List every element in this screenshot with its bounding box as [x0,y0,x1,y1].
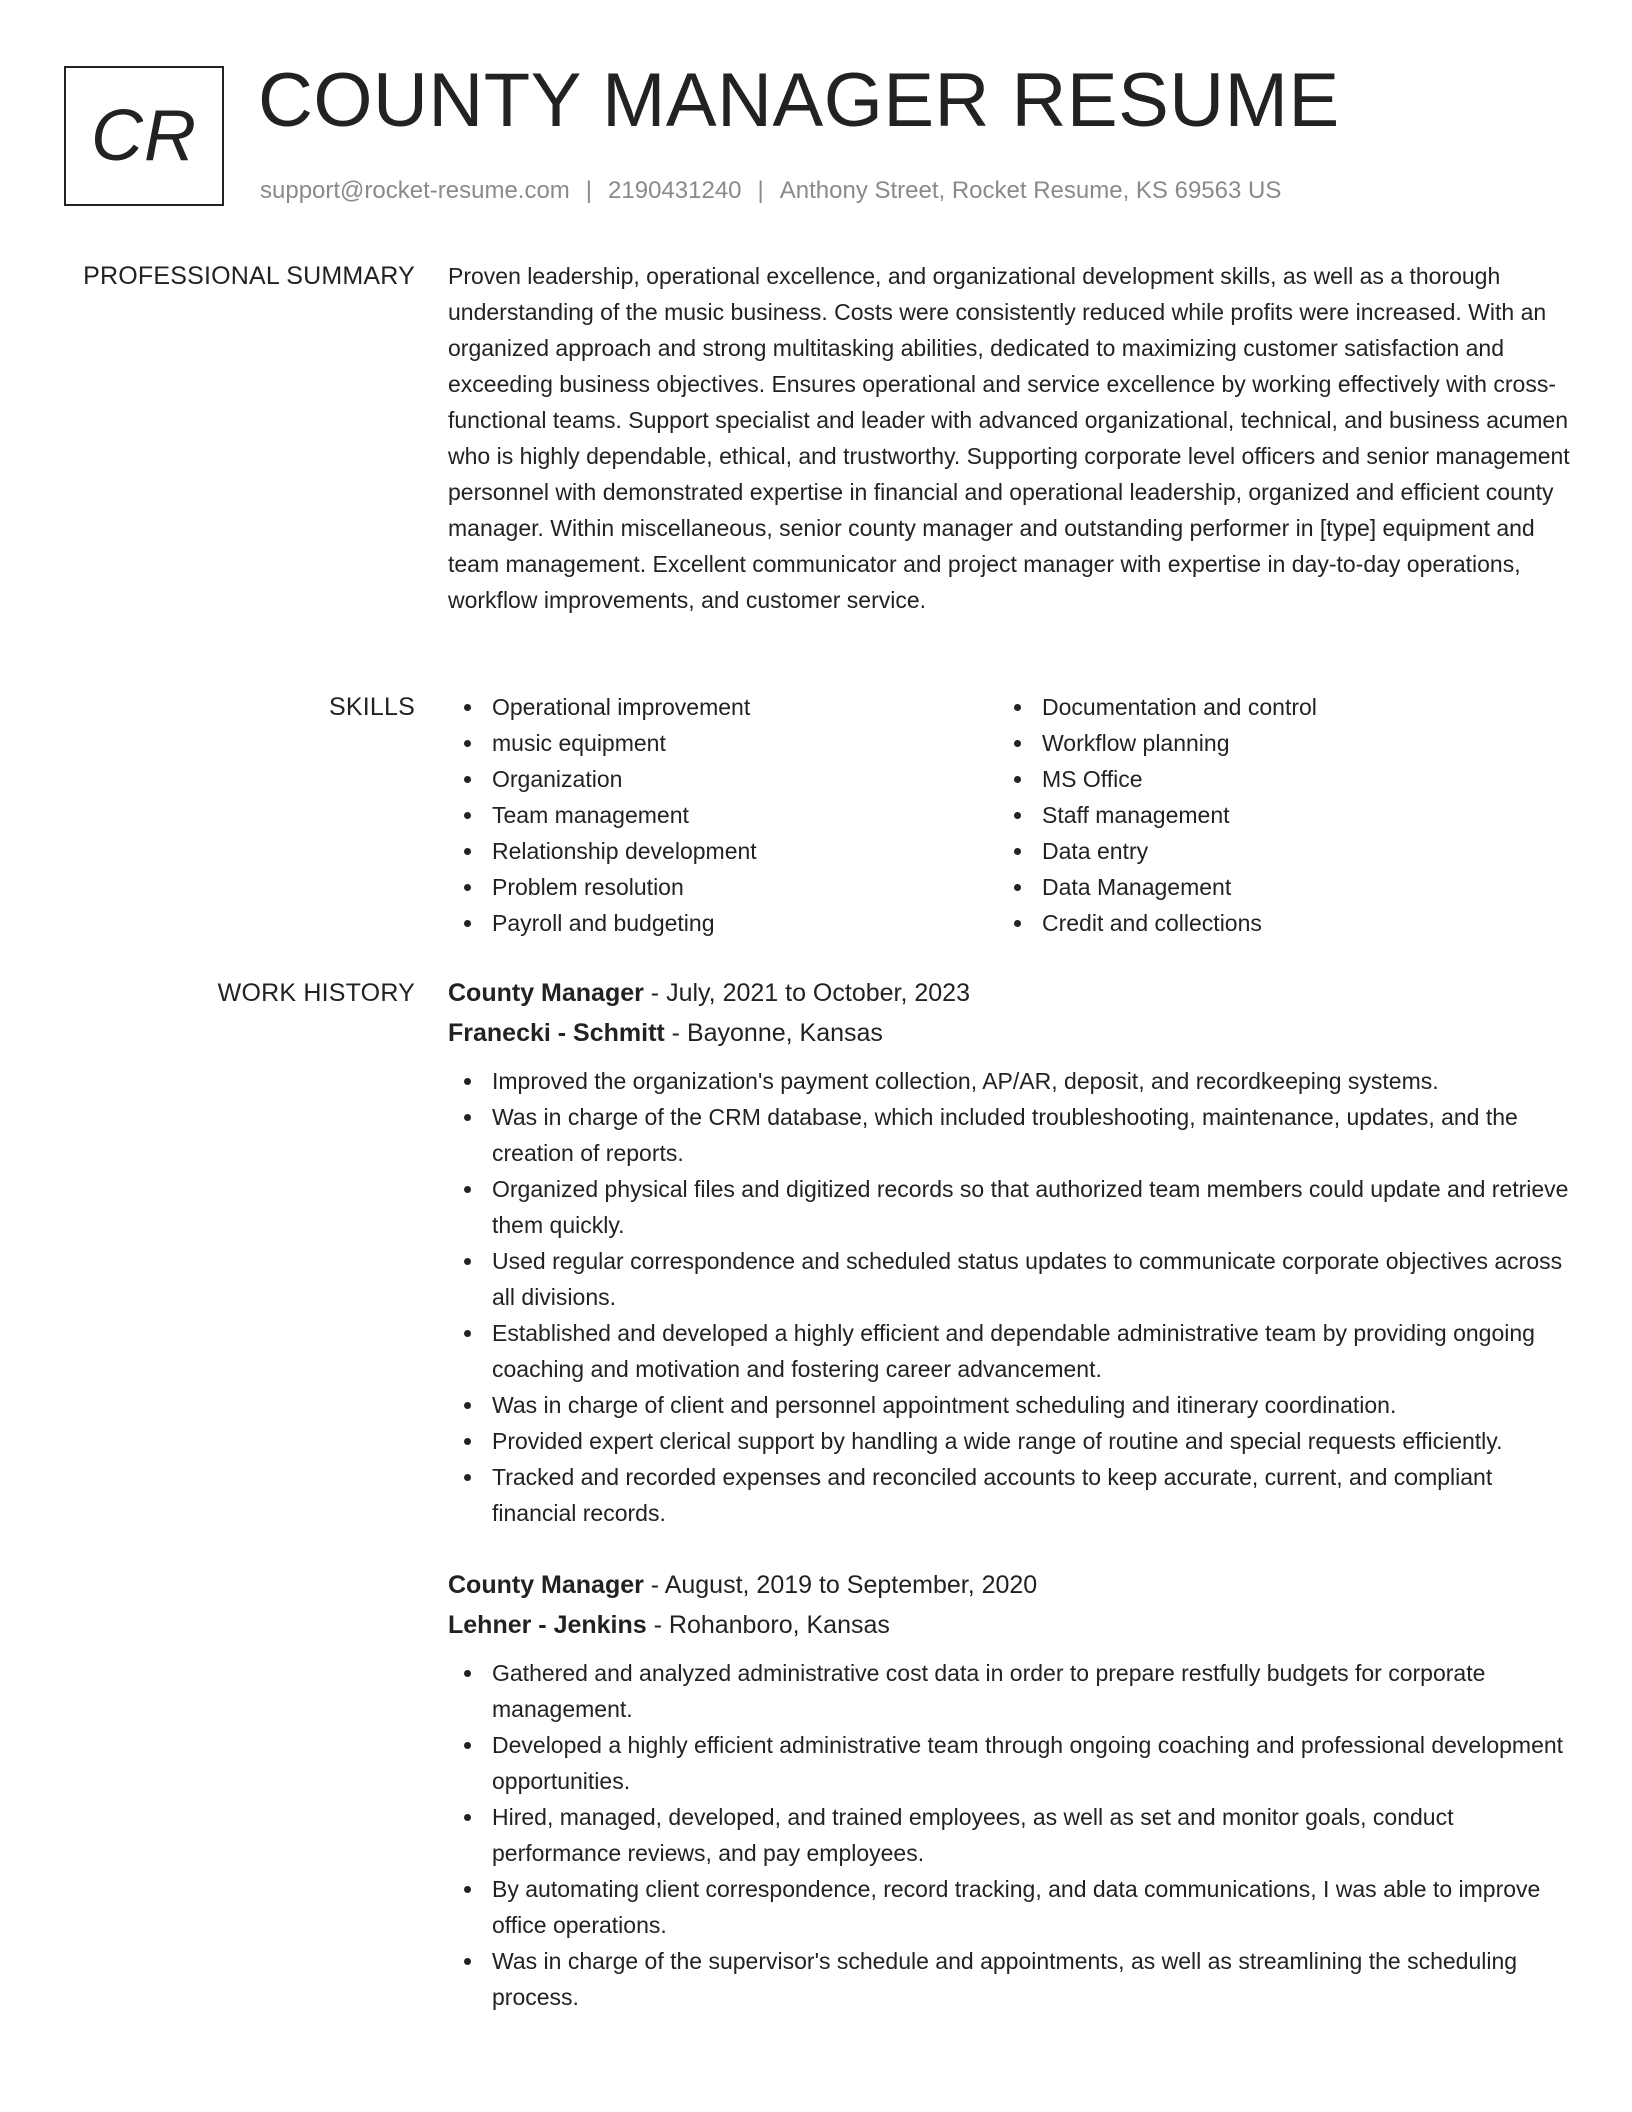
bullet-icon [1014,884,1021,891]
bullet-icon [1014,740,1021,747]
job-company: Franecki - Schmitt [448,1019,665,1047]
job-title: County Manager [448,1571,644,1599]
skill-item-text: Data Management [1042,874,1232,900]
skill-item-text: Organization [492,766,623,792]
bullet-icon [464,1742,471,1749]
contact-separator: | [585,177,593,204]
job-bullet [448,1063,1570,1099]
skill-item [998,761,1548,797]
bullet-icon [464,1114,471,1121]
job-dash: - [643,979,667,1007]
bullet-icon [1014,848,1021,855]
job-bullet-text: Developed a highly efficient administrative team through ongoing coaching and professional development opportunities. [492,1732,1564,1794]
job-company-line [448,1013,1570,1053]
job-bullet [448,1459,1570,1531]
job-title-line [448,973,1570,1013]
bullet-icon [464,1886,471,1893]
job-bullet-list [448,1655,1570,2015]
job-location: Rohanboro, Kansas [668,1611,890,1639]
bullet-icon [464,1670,471,1677]
bullet-icon [464,1402,471,1409]
bullet-icon [464,848,471,855]
bullet-icon [464,740,471,747]
skill-item-text: Problem resolution [492,874,684,900]
skill-item [448,797,998,833]
skills-list-left [448,689,998,941]
bullet-icon [464,776,471,783]
skill-item-text: Payroll and budgeting [492,910,715,936]
skill-item [448,833,998,869]
job-bullet-text: Provided expert clerical support by handling a wide range of routine and special requests efficiently. [492,1428,1503,1454]
contact-phone[interactable]: 2190431240 [608,177,742,204]
job-bullet [448,1243,1570,1315]
skill-item [448,869,998,905]
job-dates: July, 2021 to October, 2023 [666,979,970,1007]
resume-title: COUNTY MANAGER RESUME [258,58,1340,143]
skills-list-right [998,689,1548,941]
job-company-line [448,1605,1570,1645]
job-bullet [448,1315,1570,1387]
job-bullet-text: Was in charge of client and personnel appointment scheduling and itinerary coordination. [492,1392,1397,1418]
bullet-icon [464,1078,471,1085]
job-bullet [448,1943,1570,2015]
contact-line [260,174,1281,208]
job-dates: August, 2019 to September, 2020 [664,1571,1038,1599]
bullet-icon [464,1474,471,1481]
job-dash: - [646,1611,669,1639]
skills-columns [448,689,1570,941]
bullet-icon [464,704,471,711]
skill-item-text: Data entry [1042,838,1149,864]
skill-item [998,869,1548,905]
job-bullet-text: Was in charge of the CRM database, which included troubleshooting, maintenance, updates, and the creation of reports. [492,1104,1518,1166]
job-entry [448,1565,1570,2015]
job-bullet [448,1099,1570,1171]
job-bullet [448,1655,1570,1727]
job-bullet-text: Tracked and recorded expenses and reconciled accounts to keep accurate, current, and compliant financial records. [492,1464,1493,1526]
skill-item [998,689,1548,725]
skill-item-text: Credit and collections [1042,910,1262,936]
skill-item-text: Staff management [1042,802,1230,828]
skill-item-text: Documentation and control [1042,694,1317,720]
skill-item [998,797,1548,833]
bullet-icon [464,1186,471,1193]
bullet-icon [464,1814,471,1821]
job-bullet-text: Was in charge of the supervisor's schedule and appointments, as well as streamlining the scheduling process. [492,1948,1518,2010]
skill-item [998,833,1548,869]
skill-item [448,761,998,797]
job-bullet-text: Organized physical files and digitized records so that authorized team members could update and retrieve them quickly. [492,1176,1569,1238]
skill-item-text: MS Office [1042,766,1143,792]
job-title: County Manager [448,979,644,1007]
bullet-icon [464,920,471,927]
job-company: Lehner - Jenkins [448,1611,647,1639]
job-location: Bayonne, Kansas [686,1019,883,1047]
job-dash: - [643,1571,665,1599]
work-history-body [448,973,1570,2049]
skill-item [448,905,998,941]
job-title-line [448,1565,1570,1605]
bullet-icon [464,1258,471,1265]
skill-item-text: music equipment [492,730,666,756]
bullet-icon [464,1438,471,1445]
bullet-icon [1014,704,1021,711]
job-bullet-text: By automating client correspondence, record tracking, and data communications, I was able to improve office operations. [492,1876,1541,1938]
skill-item [448,689,998,725]
skill-item [448,725,998,761]
section-label-work-history: WORK HISTORY [217,979,415,1007]
bullet-icon [464,1330,471,1337]
monogram-initials: CR [91,96,197,176]
job-bullet-list [448,1063,1570,1531]
contact-email[interactable]: support@rocket-resume.com [260,177,570,204]
job-bullet [448,1387,1570,1423]
job-dash: - [664,1019,687,1047]
job-bullet-text: Gathered and analyzed administrative cost data in order to prepare restfully budgets for corporate management. [492,1660,1486,1722]
skill-item [998,725,1548,761]
skill-item-text: Relationship development [492,838,757,864]
summary-body [448,258,1570,618]
section-label-summary: PROFESSIONAL SUMMARY [83,262,415,290]
bullet-icon [1014,920,1021,927]
job-bullet [448,1799,1570,1871]
job-entry [448,973,1570,1531]
job-bullet [448,1871,1570,1943]
job-bullet-text: Established and developed a highly efficient and dependable administrative team by providing ongoing coaching and motivation and fostering career advancement. [492,1320,1535,1382]
job-bullet [448,1171,1570,1243]
monogram-box [64,66,224,206]
contact-separator: | [757,177,764,204]
skill-item-text: Workflow planning [1042,730,1230,756]
job-bullet [448,1423,1570,1459]
bullet-icon [1014,812,1021,819]
section-label-skills: SKILLS [329,693,415,721]
contact-address: Anthony Street, Rocket Resume, KS 69563 US [779,177,1282,204]
skill-item-text: Team management [492,802,689,828]
bullet-icon [464,884,471,891]
job-bullet-text: Hired, managed, developed, and trained employees, as well as set and monitor goals, conduct performance reviews, and pay employees. [492,1804,1454,1866]
bullet-icon [1014,776,1021,783]
job-bullet [448,1727,1570,1799]
job-bullet-text: Improved the organization's payment collection, AP/AR, deposit, and recordkeeping systems. [492,1068,1439,1094]
bullet-icon [464,1958,471,1965]
bullet-icon [464,812,471,819]
job-bullet-text: Used regular correspondence and scheduled status updates to communicate corporate objectives across all divisions. [492,1248,1563,1310]
skills-body [448,689,1570,941]
summary-text: Proven leadership, operational excellence, and organizational development skills, as well as a thorough understanding of the music business. Costs were consistently reduced while profits were increased. With an organized approach and strong multitasking abilities, dedicated to maximizing customer satisfaction and exceeding business objectives. Ensures operational and service excellence by working effectively with cross-functional teams. Support specialist and leader with advanced organizational, technical, and business acumen who is highly dependable, ethical, and trustworthy. Supporting corporate level officers and senior management personnel with demonstrated expertise in financial and operational leadership, organized and efficient county manager. Within miscellaneous, senior county manager and outstanding performer in [type] equipment and team management. Excellent communicator and project manager with expertise in day-to-day operations, workflow improvements, and customer service. [448,263,1570,613]
skill-item-text: Operational improvement [492,694,751,720]
skill-item [998,905,1548,941]
